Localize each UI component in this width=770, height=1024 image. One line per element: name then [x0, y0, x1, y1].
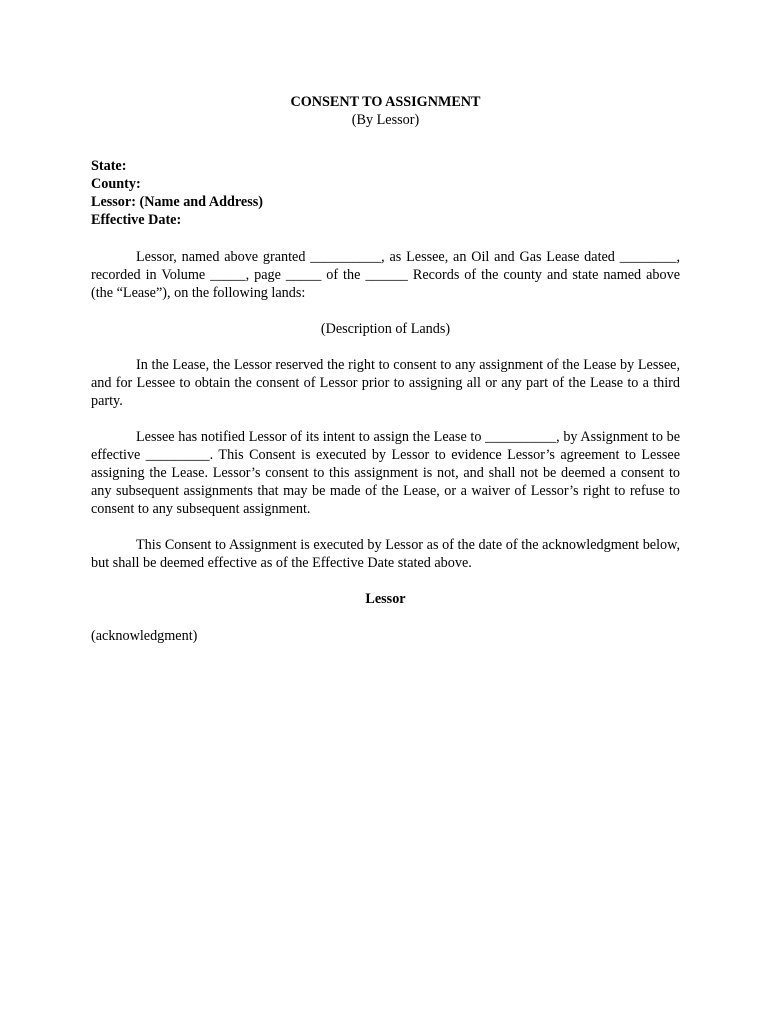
consent-right-paragraph: In the Lease, the Lessor reserved the right to consent to any assignment of the Lease by Lessee, and for Lessee to obtain the consent of Lessor prior to assigning all or any part of the Lease to a third party.	[91, 357, 680, 409]
document-page	[91, 93, 680, 645]
notification-paragraph: Lessee has notified Lessor of its intent to assign the Lease to __________, by Assignment to be effective _________. This Consent is executed by Lessor to evidence Lessor’s agreement to Lessee assigning the Lease. Lessor’s consent to this assignment is not, and shall not be deemed a consent to any subsequent assignments that may be made of the Lease, or a waiver of Lessor’s right to refuse to consent to any subsequent assignment.	[91, 429, 680, 517]
county-field-label: County:	[91, 176, 141, 192]
effective-date-field-label: Effective Date:	[91, 212, 182, 228]
grant-paragraph: Lessor, named above granted __________, as Lessee, an Oil and Gas Lease dated ________, recorded in Volume _____, page _____ of the ______ Records of the county and state named above (the “Lease”), on the following lands:	[91, 249, 680, 301]
document-title: CONSENT TO ASSIGNMENT	[290, 94, 481, 110]
state-field-label: State:	[91, 158, 127, 174]
acknowledgment-label: (acknowledgment)	[91, 628, 198, 644]
document-subtitle: (By Lessor)	[351, 112, 420, 128]
header-fields	[91, 157, 680, 229]
lessor-signature-label: Lessor	[365, 591, 406, 607]
description-of-lands: (Description of Lands)	[320, 321, 451, 337]
lessor-field-label: Lessor: (Name and Address)	[91, 194, 263, 210]
execution-paragraph: This Consent to Assignment is executed by Lessor as of the date of the acknowledgment below, but shall be deemed effective as of the Effective Date stated above.	[91, 537, 680, 571]
